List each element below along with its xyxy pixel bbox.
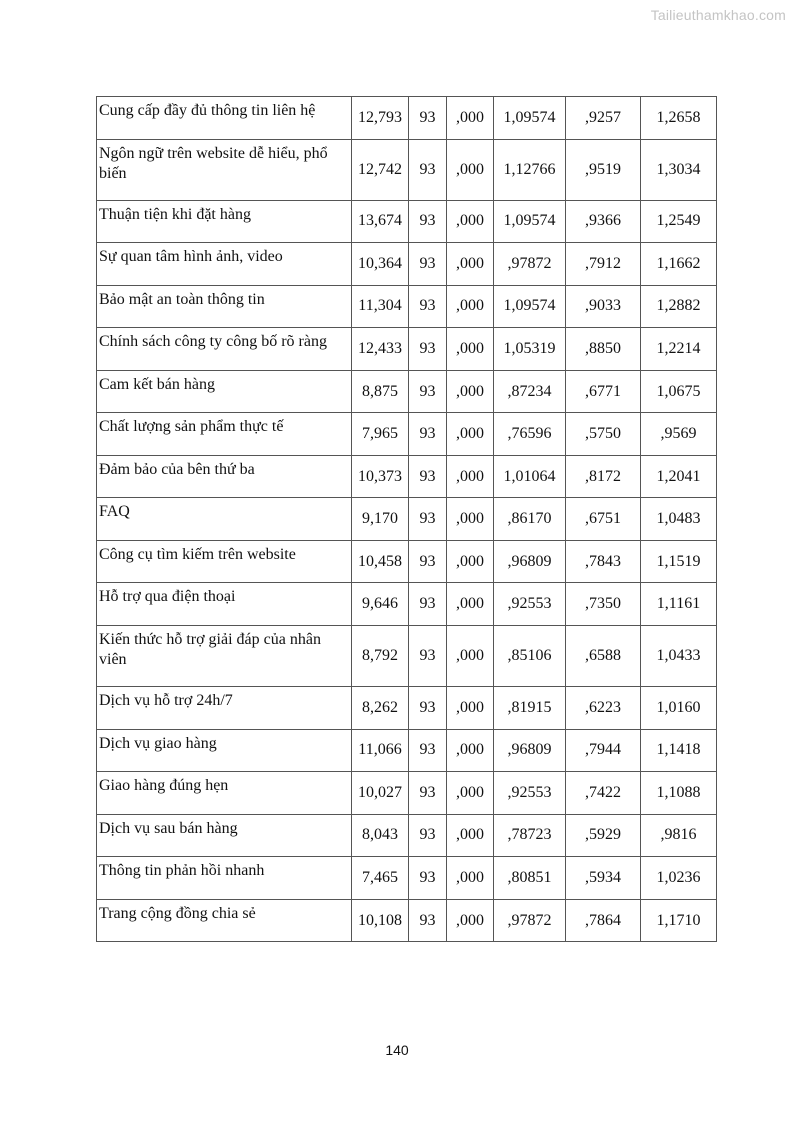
table-row xyxy=(97,583,717,626)
df-value: 93 xyxy=(409,413,447,456)
sig-value: ,000 xyxy=(447,626,494,687)
df-value: 93 xyxy=(409,200,447,243)
ci-upper: 1,1710 xyxy=(641,899,717,942)
ci-lower: ,6223 xyxy=(566,687,641,730)
sig-value: ,000 xyxy=(447,97,494,140)
ci-upper: 1,2041 xyxy=(641,455,717,498)
table-row xyxy=(97,413,717,456)
ci-lower: ,7912 xyxy=(566,243,641,286)
sig-value: ,000 xyxy=(447,814,494,857)
ci-lower: ,9033 xyxy=(566,285,641,328)
mean-difference: ,81915 xyxy=(494,687,566,730)
sig-value: ,000 xyxy=(447,729,494,772)
mean-difference: 1,01064 xyxy=(494,455,566,498)
ci-upper: 1,3034 xyxy=(641,139,717,200)
row-label: Chất lượng sản phẩm thực tế xyxy=(97,413,352,456)
ci-upper: 1,2214 xyxy=(641,328,717,371)
table-row xyxy=(97,243,717,286)
mean-difference: ,97872 xyxy=(494,899,566,942)
row-label: Thông tin phản hồi nhanh xyxy=(97,857,352,900)
t-value: 13,674 xyxy=(352,200,409,243)
ci-lower: ,6751 xyxy=(566,498,641,541)
ci-lower: ,8850 xyxy=(566,328,641,371)
sig-value: ,000 xyxy=(447,899,494,942)
ci-upper: ,9816 xyxy=(641,814,717,857)
ci-upper: 1,1088 xyxy=(641,772,717,815)
ci-lower: ,7350 xyxy=(566,583,641,626)
ci-upper: 1,0160 xyxy=(641,687,717,730)
ci-lower: ,5934 xyxy=(566,857,641,900)
row-label: Dịch vụ hỗ trợ 24h/7 xyxy=(97,687,352,730)
ci-upper: 1,1418 xyxy=(641,729,717,772)
table-row xyxy=(97,97,717,140)
ci-upper: ,9569 xyxy=(641,413,717,456)
table-row xyxy=(97,729,717,772)
t-value: 12,793 xyxy=(352,97,409,140)
mean-difference: ,86170 xyxy=(494,498,566,541)
ci-lower: ,7422 xyxy=(566,772,641,815)
table-row xyxy=(97,687,717,730)
one-sample-t-test-table xyxy=(96,96,717,942)
table-row xyxy=(97,285,717,328)
t-value: 10,108 xyxy=(352,899,409,942)
table-row xyxy=(97,814,717,857)
row-label: Kiến thức hỗ trợ giải đáp của nhân viên xyxy=(97,626,352,687)
ci-upper: 1,2549 xyxy=(641,200,717,243)
df-value: 93 xyxy=(409,583,447,626)
sig-value: ,000 xyxy=(447,139,494,200)
sig-value: ,000 xyxy=(447,243,494,286)
row-label: FAQ xyxy=(97,498,352,541)
row-label: Cung cấp đầy đủ thông tin liên hệ xyxy=(97,97,352,140)
row-label: Dịch vụ sau bán hàng xyxy=(97,814,352,857)
mean-difference: 1,05319 xyxy=(494,328,566,371)
mean-difference: 1,09574 xyxy=(494,200,566,243)
ci-upper: 1,0675 xyxy=(641,370,717,413)
ci-lower: ,7864 xyxy=(566,899,641,942)
t-value: 10,373 xyxy=(352,455,409,498)
t-value: 12,742 xyxy=(352,139,409,200)
t-value: 8,262 xyxy=(352,687,409,730)
ci-lower: ,9519 xyxy=(566,139,641,200)
sig-value: ,000 xyxy=(447,370,494,413)
ci-lower: ,9366 xyxy=(566,200,641,243)
df-value: 93 xyxy=(409,328,447,371)
ci-lower: ,7843 xyxy=(566,540,641,583)
df-value: 93 xyxy=(409,498,447,541)
df-value: 93 xyxy=(409,97,447,140)
t-value: 9,170 xyxy=(352,498,409,541)
t-value: 12,433 xyxy=(352,328,409,371)
mean-difference: ,96809 xyxy=(494,540,566,583)
sig-value: ,000 xyxy=(447,328,494,371)
ci-upper: 1,2658 xyxy=(641,97,717,140)
sig-value: ,000 xyxy=(447,687,494,730)
ci-upper: 1,0483 xyxy=(641,498,717,541)
sig-value: ,000 xyxy=(447,285,494,328)
t-value: 8,043 xyxy=(352,814,409,857)
t-value: 8,792 xyxy=(352,626,409,687)
df-value: 93 xyxy=(409,285,447,328)
row-label: Bảo mật an toàn thông tin xyxy=(97,285,352,328)
t-value: 11,066 xyxy=(352,729,409,772)
mean-difference: 1,09574 xyxy=(494,285,566,328)
ci-lower: ,6771 xyxy=(566,370,641,413)
row-label: Công cụ tìm kiếm trên website xyxy=(97,540,352,583)
page-number: 140 xyxy=(385,1042,409,1058)
mean-difference: ,92553 xyxy=(494,772,566,815)
table-row xyxy=(97,455,717,498)
mean-difference: ,92553 xyxy=(494,583,566,626)
ci-upper: 1,1519 xyxy=(641,540,717,583)
row-label: Thuận tiện khi đặt hàng xyxy=(97,200,352,243)
df-value: 93 xyxy=(409,772,447,815)
mean-difference: ,87234 xyxy=(494,370,566,413)
mean-difference: ,96809 xyxy=(494,729,566,772)
row-label: Ngôn ngữ trên website dễ hiểu, phổ biến xyxy=(97,139,352,200)
row-label: Đảm bảo của bên thứ ba xyxy=(97,455,352,498)
df-value: 93 xyxy=(409,243,447,286)
row-label: Dịch vụ giao hàng xyxy=(97,729,352,772)
table-row xyxy=(97,328,717,371)
t-value: 10,458 xyxy=(352,540,409,583)
table-row xyxy=(97,857,717,900)
mean-difference: ,85106 xyxy=(494,626,566,687)
ci-lower: ,5750 xyxy=(566,413,641,456)
df-value: 93 xyxy=(409,626,447,687)
df-value: 93 xyxy=(409,687,447,730)
row-label: Hỗ trợ qua điện thoại xyxy=(97,583,352,626)
ci-upper: 1,0236 xyxy=(641,857,717,900)
t-value: 8,875 xyxy=(352,370,409,413)
t-value: 7,465 xyxy=(352,857,409,900)
mean-difference: 1,12766 xyxy=(494,139,566,200)
table-row xyxy=(97,200,717,243)
ci-upper: 1,1161 xyxy=(641,583,717,626)
row-label: Giao hàng đúng hẹn xyxy=(97,772,352,815)
sig-value: ,000 xyxy=(447,583,494,626)
row-label: Chính sách công ty công bố rõ ràng xyxy=(97,328,352,371)
sig-value: ,000 xyxy=(447,540,494,583)
table-row xyxy=(97,899,717,942)
df-value: 93 xyxy=(409,139,447,200)
ci-lower: ,6588 xyxy=(566,626,641,687)
t-value: 10,027 xyxy=(352,772,409,815)
ci-lower: ,7944 xyxy=(566,729,641,772)
ci-lower: ,5929 xyxy=(566,814,641,857)
t-value: 7,965 xyxy=(352,413,409,456)
t-value: 11,304 xyxy=(352,285,409,328)
table-row xyxy=(97,772,717,815)
table-row xyxy=(97,139,717,200)
row-label: Cam kết bán hàng xyxy=(97,370,352,413)
row-label: Sự quan tâm hình ảnh, video xyxy=(97,243,352,286)
df-value: 93 xyxy=(409,370,447,413)
mean-difference: ,80851 xyxy=(494,857,566,900)
df-value: 93 xyxy=(409,729,447,772)
df-value: 93 xyxy=(409,814,447,857)
table-row xyxy=(97,498,717,541)
mean-difference: 1,09574 xyxy=(494,97,566,140)
ci-upper: 1,2882 xyxy=(641,285,717,328)
ci-upper: 1,0433 xyxy=(641,626,717,687)
df-value: 93 xyxy=(409,899,447,942)
df-value: 93 xyxy=(409,540,447,583)
df-value: 93 xyxy=(409,455,447,498)
t-value: 10,364 xyxy=(352,243,409,286)
sig-value: ,000 xyxy=(447,455,494,498)
table-row xyxy=(97,540,717,583)
sig-value: ,000 xyxy=(447,772,494,815)
ci-lower: ,8172 xyxy=(566,455,641,498)
ci-lower: ,9257 xyxy=(566,97,641,140)
sig-value: ,000 xyxy=(447,413,494,456)
row-label: Trang cộng đồng chia sẻ xyxy=(97,899,352,942)
mean-difference: ,78723 xyxy=(494,814,566,857)
table-row xyxy=(97,626,717,687)
mean-difference: ,76596 xyxy=(494,413,566,456)
df-value: 93 xyxy=(409,857,447,900)
sig-value: ,000 xyxy=(447,498,494,541)
ci-upper: 1,1662 xyxy=(641,243,717,286)
t-value: 9,646 xyxy=(352,583,409,626)
mean-difference: ,97872 xyxy=(494,243,566,286)
table-row xyxy=(97,370,717,413)
sig-value: ,000 xyxy=(447,200,494,243)
sig-value: ,000 xyxy=(447,857,494,900)
site-watermark: Tailieuthamkhao.com xyxy=(650,7,786,23)
